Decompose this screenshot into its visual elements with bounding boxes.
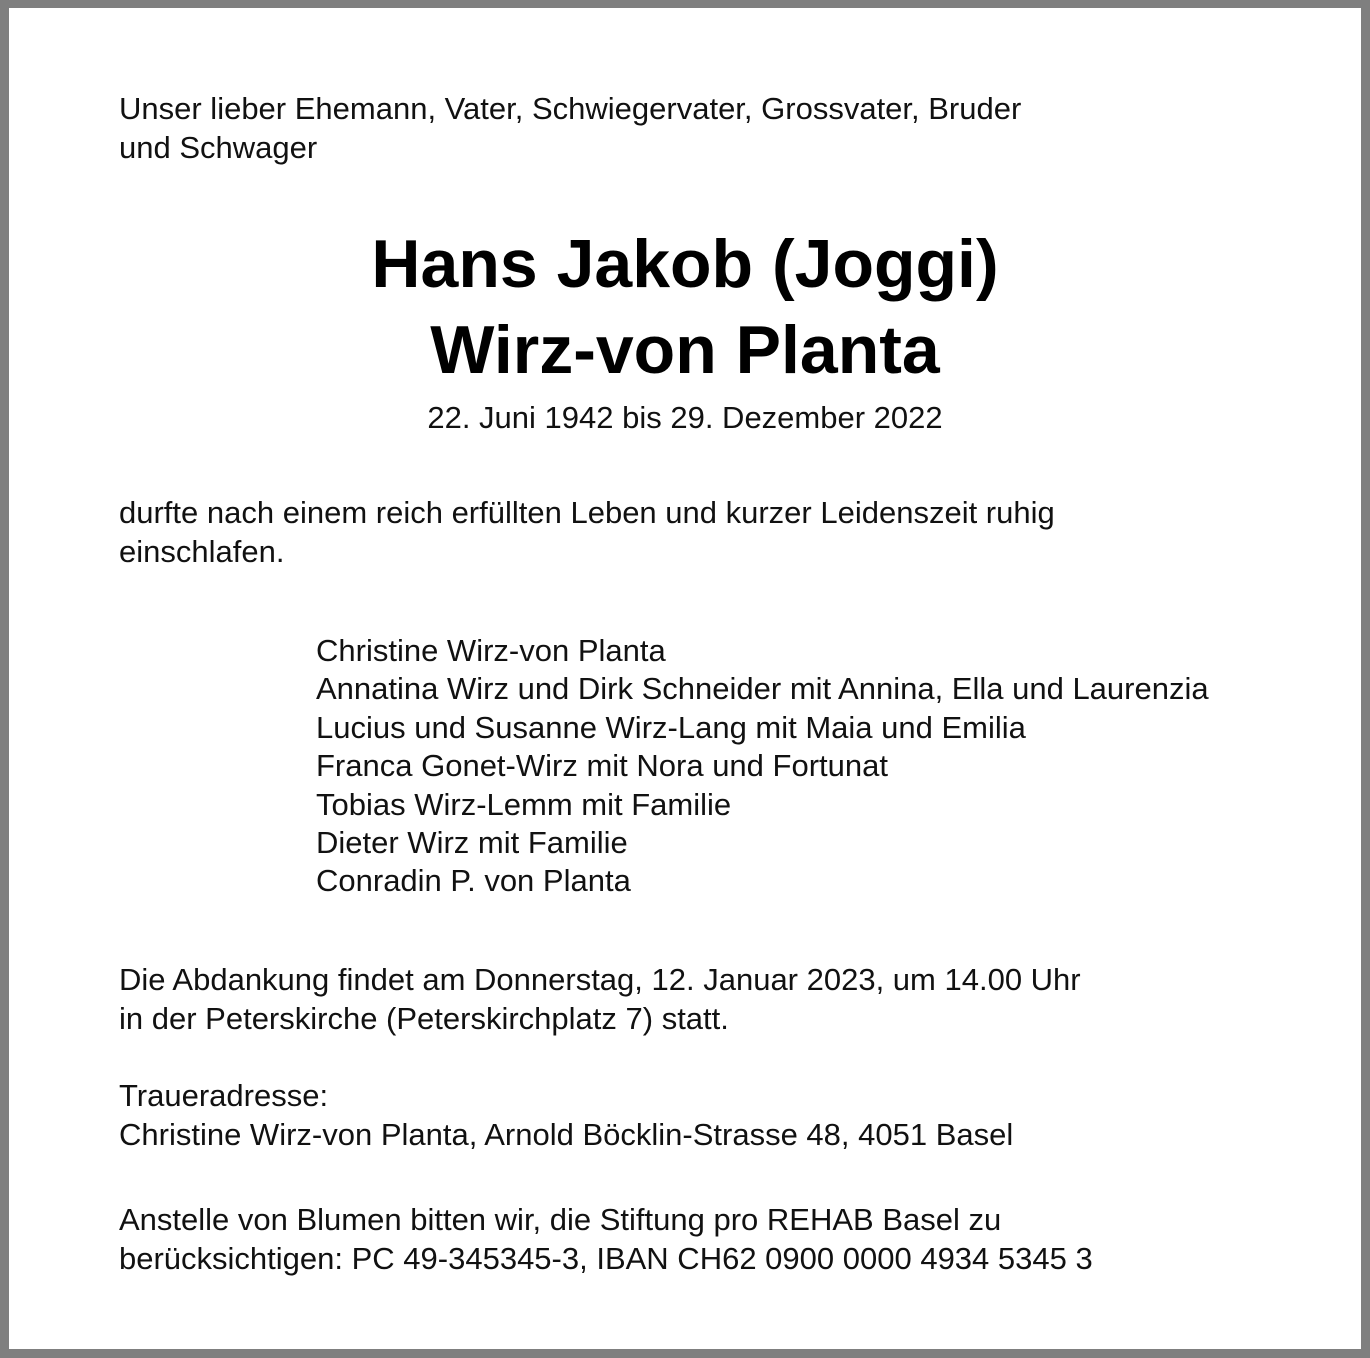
family-member: Lucius und Susanne Wirz-Lang mit Maia und Emilia [316, 709, 1026, 745]
family-member: Annatina Wirz und Dirk Schneider mit Annina, Ella und Laurenzia [316, 671, 1209, 707]
donation-line-2: berücksichtigen: PC 49-345345-3, IBAN CH62 0900 0000 4934 5345 3 [119, 1241, 1093, 1276]
family-member: Dieter Wirz mit Familie [316, 825, 628, 861]
donation-request [119, 1200, 1093, 1278]
donation-line-1: Anstelle von Blumen bitten wir, die Stiftung pro REHAB Basel zu [119, 1202, 1002, 1237]
obituary-page [9, 8, 1361, 1349]
deceased-name-line-1: Hans Jakob (Joggi) [371, 226, 999, 302]
family-member: Christine Wirz-von Planta [316, 633, 666, 668]
mourning-address-value: Christine Wirz-von Planta, Arnold Böcklin-Strasse 48, 4051 Basel [119, 1117, 1014, 1152]
mourning-address-label: Traueradresse: [119, 1078, 329, 1113]
family-member: Conradin P. von Planta [316, 863, 631, 899]
ceremony-info [119, 960, 1081, 1038]
family-list [316, 632, 1209, 901]
passing-message-line-2: einschlafen. [119, 534, 285, 569]
intro-line-2: und Schwager [119, 130, 318, 165]
passing-message-line-1: durfte nach einem reich erfüllten Leben und kurzer Leidenszeit ruhig [119, 495, 1055, 530]
ceremony-line-1: Die Abdankung findet am Donnerstag, 12. Januar 2023, um 14.00 Uhr [119, 962, 1081, 997]
family-member: Franca Gonet-Wirz mit Nora und Fortunat [316, 748, 888, 784]
passing-message [119, 493, 1055, 571]
deceased-name [9, 221, 1361, 393]
life-dates: 22. Juni 1942 bis 29. Dezember 2022 [427, 400, 943, 435]
family-member: Tobias Wirz-Lemm mit Familie [316, 786, 732, 822]
ceremony-line-2: in der Peterskirche (Peterskirchplatz 7) statt. [119, 1001, 729, 1036]
mourning-address [119, 1076, 1013, 1154]
intro-line-1: Unser lieber Ehemann, Vater, Schwiegervater, Grossvater, Bruder [119, 91, 1022, 126]
intro-text [119, 89, 1021, 167]
deceased-name-line-2: Wirz-von Planta [430, 312, 940, 388]
